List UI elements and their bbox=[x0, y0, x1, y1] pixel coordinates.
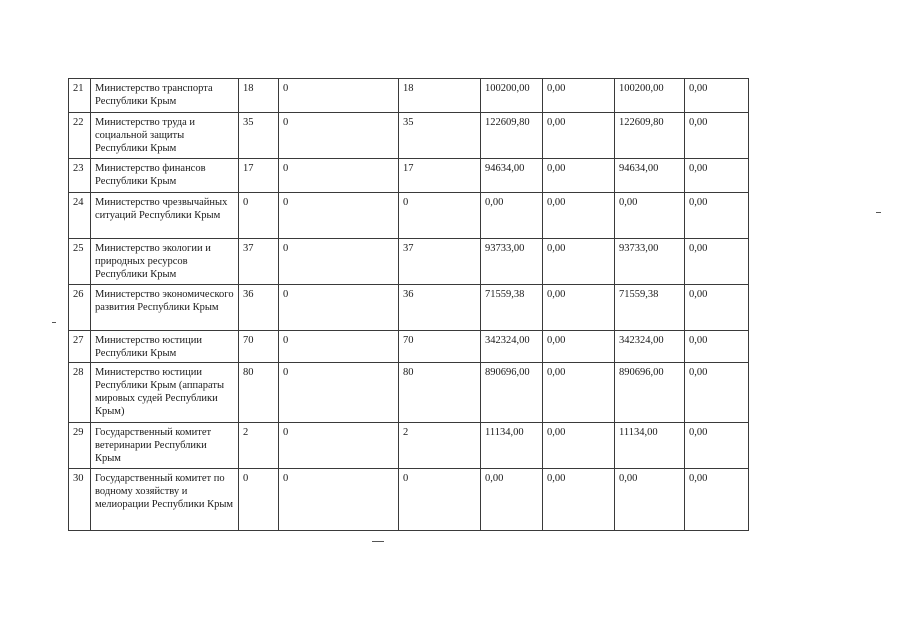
table-row bbox=[69, 193, 749, 239]
cell-count-b: 0 bbox=[279, 285, 399, 331]
organization-name: Министерство экономического развития Республики Крым bbox=[91, 285, 239, 331]
cell-amount-g: 0,00 bbox=[685, 239, 749, 285]
row-number: 28 bbox=[69, 363, 91, 423]
table-row bbox=[69, 469, 749, 531]
cell-amount-g: 0,00 bbox=[685, 423, 749, 469]
cell-amount-d: 0,00 bbox=[481, 193, 543, 239]
cell-amount-d: 0,00 bbox=[481, 469, 543, 531]
cell-count-a: 80 bbox=[239, 363, 279, 423]
row-number: 27 bbox=[69, 331, 91, 363]
cell-amount-d: 71559,38 bbox=[481, 285, 543, 331]
row-number: 24 bbox=[69, 193, 91, 239]
scan-artifact bbox=[372, 541, 384, 542]
cell-count-b: 0 bbox=[279, 239, 399, 285]
cell-count-c: 0 bbox=[399, 469, 481, 531]
cell-count-a: 0 bbox=[239, 193, 279, 239]
cell-count-a: 35 bbox=[239, 113, 279, 159]
cell-count-b: 0 bbox=[279, 193, 399, 239]
cell-amount-g: 0,00 bbox=[685, 193, 749, 239]
organization-name: Министерство юстиции Республики Крым bbox=[91, 331, 239, 363]
organization-name: Министерство чрезвычайных ситуаций Республики Крым bbox=[91, 193, 239, 239]
row-number: 29 bbox=[69, 423, 91, 469]
organization-name: Министерство транспорта Республики Крым bbox=[91, 79, 239, 113]
budget-table bbox=[68, 78, 749, 531]
cell-amount-d: 100200,00 bbox=[481, 79, 543, 113]
cell-amount-f: 71559,38 bbox=[615, 285, 685, 331]
cell-amount-e: 0,00 bbox=[543, 363, 615, 423]
cell-count-c: 18 bbox=[399, 79, 481, 113]
organization-name: Государственный комитет по водному хозяйству и мелиорации Республики Крым bbox=[91, 469, 239, 531]
organization-name: Министерство экологии и природных ресурсов Республики Крым bbox=[91, 239, 239, 285]
cell-amount-e: 0,00 bbox=[543, 193, 615, 239]
row-number: 26 bbox=[69, 285, 91, 331]
cell-count-b: 0 bbox=[279, 423, 399, 469]
cell-amount-f: 93733,00 bbox=[615, 239, 685, 285]
table-row bbox=[69, 113, 749, 159]
cell-amount-d: 122609,80 bbox=[481, 113, 543, 159]
cell-amount-e: 0,00 bbox=[543, 285, 615, 331]
cell-amount-g: 0,00 bbox=[685, 159, 749, 193]
cell-amount-f: 0,00 bbox=[615, 193, 685, 239]
cell-count-b: 0 bbox=[279, 331, 399, 363]
cell-amount-f: 0,00 bbox=[615, 469, 685, 531]
cell-amount-g: 0,00 bbox=[685, 79, 749, 113]
cell-amount-e: 0,00 bbox=[543, 159, 615, 193]
table-row bbox=[69, 239, 749, 285]
row-number: 21 bbox=[69, 79, 91, 113]
row-number: 23 bbox=[69, 159, 91, 193]
cell-amount-e: 0,00 bbox=[543, 331, 615, 363]
cell-amount-d: 93733,00 bbox=[481, 239, 543, 285]
cell-amount-f: 100200,00 bbox=[615, 79, 685, 113]
cell-count-b: 0 bbox=[279, 113, 399, 159]
cell-amount-f: 11134,00 bbox=[615, 423, 685, 469]
cell-count-c: 37 bbox=[399, 239, 481, 285]
table-row bbox=[69, 159, 749, 193]
cell-count-a: 2 bbox=[239, 423, 279, 469]
cell-count-b: 0 bbox=[279, 159, 399, 193]
row-number: 22 bbox=[69, 113, 91, 159]
table-row bbox=[69, 363, 749, 423]
cell-count-b: 0 bbox=[279, 363, 399, 423]
cell-amount-g: 0,00 bbox=[685, 469, 749, 531]
cell-count-c: 36 bbox=[399, 285, 481, 331]
cell-count-b: 0 bbox=[279, 79, 399, 113]
organization-name: Министерство юстиции Республики Крым (аппараты мировых судей Республики Крым) bbox=[91, 363, 239, 423]
cell-amount-e: 0,00 bbox=[543, 469, 615, 531]
cell-count-c: 2 bbox=[399, 423, 481, 469]
cell-count-c: 35 bbox=[399, 113, 481, 159]
cell-count-c: 80 bbox=[399, 363, 481, 423]
cell-count-a: 17 bbox=[239, 159, 279, 193]
cell-count-c: 70 bbox=[399, 331, 481, 363]
cell-count-c: 17 bbox=[399, 159, 481, 193]
cell-count-a: 18 bbox=[239, 79, 279, 113]
organization-name: Министерство труда и социальной защиты Республики Крым bbox=[91, 113, 239, 159]
table-row bbox=[69, 79, 749, 113]
cell-amount-d: 890696,00 bbox=[481, 363, 543, 423]
cell-amount-d: 11134,00 bbox=[481, 423, 543, 469]
scan-artifact bbox=[52, 322, 56, 323]
cell-amount-e: 0,00 bbox=[543, 423, 615, 469]
table-row bbox=[69, 331, 749, 363]
cell-amount-f: 890696,00 bbox=[615, 363, 685, 423]
cell-amount-d: 94634,00 bbox=[481, 159, 543, 193]
table-row bbox=[69, 285, 749, 331]
organization-name: Министерство финансов Республики Крым bbox=[91, 159, 239, 193]
cell-amount-f: 122609,80 bbox=[615, 113, 685, 159]
cell-amount-g: 0,00 bbox=[685, 363, 749, 423]
cell-amount-e: 0,00 bbox=[543, 239, 615, 285]
cell-count-a: 37 bbox=[239, 239, 279, 285]
cell-amount-g: 0,00 bbox=[685, 113, 749, 159]
cell-count-b: 0 bbox=[279, 469, 399, 531]
cell-amount-g: 0,00 bbox=[685, 285, 749, 331]
cell-amount-f: 342324,00 bbox=[615, 331, 685, 363]
cell-amount-e: 0,00 bbox=[543, 113, 615, 159]
cell-count-a: 0 bbox=[239, 469, 279, 531]
row-number: 30 bbox=[69, 469, 91, 531]
cell-amount-g: 0,00 bbox=[685, 331, 749, 363]
scan-artifact bbox=[876, 212, 881, 213]
cell-amount-f: 94634,00 bbox=[615, 159, 685, 193]
row-number: 25 bbox=[69, 239, 91, 285]
organization-name: Государственный комитет ветеринарии Республики Крым bbox=[91, 423, 239, 469]
cell-count-c: 0 bbox=[399, 193, 481, 239]
cell-count-a: 36 bbox=[239, 285, 279, 331]
table-row bbox=[69, 423, 749, 469]
cell-amount-e: 0,00 bbox=[543, 79, 615, 113]
cell-amount-d: 342324,00 bbox=[481, 331, 543, 363]
cell-count-a: 70 bbox=[239, 331, 279, 363]
